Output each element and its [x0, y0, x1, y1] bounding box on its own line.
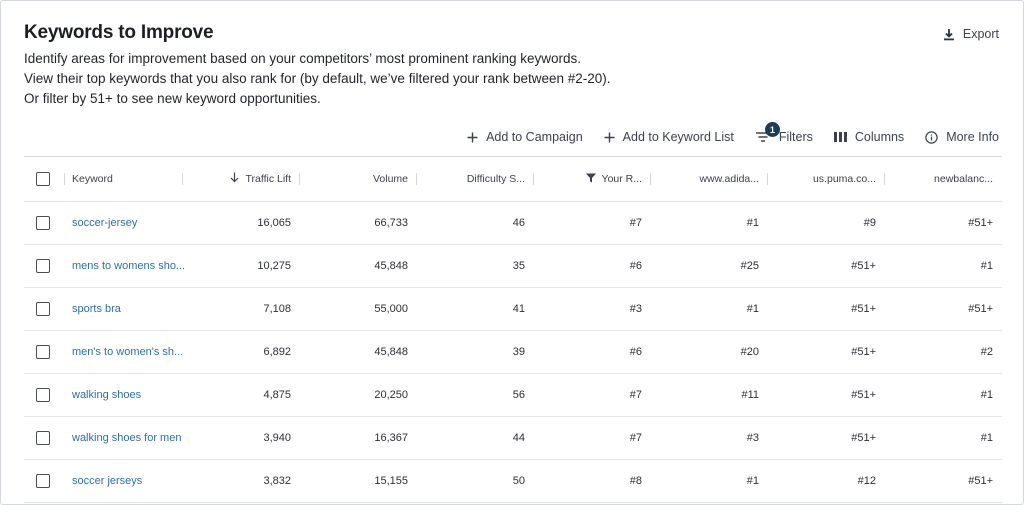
column-separator — [182, 173, 183, 185]
row-checkbox[interactable] — [36, 474, 50, 488]
cell-puma: #51+ — [851, 389, 876, 401]
keyword-link[interactable]: sports bra — [72, 303, 121, 315]
columns-icon — [834, 132, 847, 142]
cell-your-rank: #7 — [629, 389, 642, 401]
cell-puma: #51+ — [851, 346, 876, 358]
cell-volume: 16,367 — [374, 432, 408, 444]
cell-newbalance: #2 — [980, 346, 993, 358]
keyword-link[interactable]: soccer jerseys — [72, 475, 143, 487]
cell-difficulty: 44 — [512, 432, 525, 444]
cell-your-rank: #3 — [629, 303, 642, 315]
more-info-button[interactable] — [925, 130, 999, 144]
keywords-table — [24, 156, 1002, 503]
cell-difficulty: 56 — [512, 389, 525, 401]
column-separator — [650, 173, 651, 185]
cell-keyword — [72, 374, 182, 416]
cell-adidas: #3 — [746, 432, 759, 444]
add-to-keyword-list-label: Add to Keyword List — [622, 130, 734, 144]
cell-your-rank: #7 — [629, 432, 642, 444]
cell-newbalance: #51+ — [968, 217, 993, 229]
cell-traffic-lift: 10,275 — [257, 260, 291, 272]
cell-puma: #9 — [863, 217, 876, 229]
cell-keyword — [72, 245, 186, 287]
cell-traffic-lift: 7,108 — [263, 303, 291, 315]
header-adidas[interactable]: www.adida... — [699, 173, 759, 185]
info-icon — [925, 131, 938, 144]
cell-adidas: #1 — [746, 475, 759, 487]
add-to-keyword-list-button[interactable] — [604, 130, 734, 144]
table-row — [24, 331, 1002, 374]
table-row — [24, 417, 1002, 460]
cell-adidas: #20 — [740, 346, 759, 358]
header-difficulty[interactable]: Difficulty S... — [466, 173, 525, 185]
cell-adidas: #1 — [746, 303, 759, 315]
cell-traffic-lift: 6,892 — [263, 346, 291, 358]
cell-newbalance: #51+ — [968, 303, 993, 315]
filters-count-badge: 1 — [765, 122, 780, 137]
cell-your-rank: #6 — [629, 346, 642, 358]
cell-difficulty: 39 — [512, 346, 525, 358]
cell-keyword — [72, 417, 182, 459]
cell-adidas: #25 — [740, 260, 759, 272]
column-separator — [533, 173, 534, 185]
cell-volume: 55,000 — [374, 303, 408, 315]
cell-traffic-lift: 4,875 — [263, 389, 291, 401]
cell-volume: 45,848 — [374, 346, 408, 358]
header-volume[interactable]: Volume — [372, 173, 408, 185]
header-puma[interactable]: us.puma.co... — [812, 173, 876, 185]
select-all-checkbox[interactable] — [36, 172, 50, 186]
cell-volume: 45,848 — [374, 260, 408, 272]
more-info-label: More Info — [946, 130, 999, 144]
filters-label: Filters — [778, 130, 813, 144]
cell-your-rank: #7 — [629, 217, 642, 229]
cell-volume: 20,250 — [374, 389, 408, 401]
export-button[interactable] — [943, 27, 999, 41]
cell-puma: #12 — [857, 475, 876, 487]
row-checkbox[interactable] — [36, 431, 50, 445]
keyword-link[interactable]: walking shoes — [72, 389, 142, 401]
cell-keyword — [72, 460, 182, 502]
row-checkbox[interactable] — [36, 259, 50, 273]
export-label: Export — [962, 27, 999, 41]
description-line-3: Or filter by 51+ to see new keyword opportunities. — [24, 91, 321, 106]
column-separator — [884, 173, 885, 185]
cell-volume: 66,733 — [374, 217, 408, 229]
row-checkbox[interactable] — [36, 216, 50, 230]
cell-keyword — [72, 202, 182, 244]
table-header-row — [24, 157, 1002, 202]
column-separator — [299, 173, 300, 185]
cell-newbalance: #1 — [980, 432, 993, 444]
header-your-rank[interactable]: Your R... — [541, 157, 642, 201]
table-toolbar — [467, 124, 999, 144]
description-line-2: View their top keywords that you also rank for (by default, we’ve filtered your rank between #2-20). — [24, 71, 611, 86]
header-traffic-lift[interactable]: Traffic Lift — [190, 157, 291, 201]
cell-your-rank: #8 — [629, 475, 642, 487]
column-separator — [416, 173, 417, 185]
row-checkbox[interactable] — [36, 345, 50, 359]
table-row — [24, 374, 1002, 417]
table-row — [24, 202, 1002, 245]
cell-newbalance: #1 — [980, 389, 993, 401]
column-separator — [64, 173, 65, 185]
table-row — [24, 460, 1002, 503]
header-keyword[interactable]: Keyword — [72, 173, 113, 185]
cell-your-rank: #6 — [629, 260, 642, 272]
cell-adidas: #11 — [741, 389, 759, 401]
cell-traffic-lift: 3,832 — [263, 475, 291, 487]
cell-newbalance: #51+ — [968, 475, 993, 487]
cell-puma: #51+ — [851, 260, 876, 272]
row-checkbox[interactable] — [36, 302, 50, 316]
keyword-link[interactable]: men's to women's sh... — [72, 346, 184, 358]
cell-puma: #51+ — [851, 432, 876, 444]
add-to-campaign-label: Add to Campaign — [486, 130, 583, 144]
cell-difficulty: 35 — [512, 260, 525, 272]
table-row — [24, 288, 1002, 331]
keyword-link[interactable]: walking shoes for men — [72, 432, 182, 444]
plus-icon — [604, 132, 615, 143]
cell-difficulty: 46 — [512, 217, 525, 229]
cell-traffic-lift: 3,940 — [263, 432, 291, 444]
columns-button[interactable] — [834, 130, 904, 144]
filter-funnel-icon — [586, 173, 596, 186]
filters-button[interactable] — [755, 124, 813, 144]
header-newbalance[interactable]: newbalanc... — [934, 173, 993, 185]
cell-newbalance: #1 — [980, 260, 993, 272]
description-line-1: Identify areas for improvement based on your competitors’ most prominent ranking keywords. — [24, 51, 582, 66]
cell-keyword — [72, 331, 182, 373]
add-to-campaign-button[interactable] — [467, 130, 583, 144]
cell-volume: 15,155 — [374, 475, 408, 487]
keyword-link[interactable]: mens to womens sho... — [72, 260, 186, 272]
cell-adidas: #1 — [746, 217, 759, 229]
download-icon — [943, 28, 955, 41]
table-row — [24, 245, 1002, 288]
panel-title: Keywords to Improve — [24, 22, 214, 43]
sort-descending-icon — [230, 172, 239, 186]
plus-icon — [467, 132, 478, 143]
column-separator — [767, 173, 768, 185]
cell-keyword — [72, 288, 182, 330]
cell-difficulty: 50 — [512, 475, 525, 487]
cell-difficulty: 41 — [512, 303, 525, 315]
row-checkbox[interactable] — [36, 388, 50, 402]
columns-label: Columns — [854, 130, 905, 144]
cell-puma: #51+ — [851, 303, 876, 315]
keyword-link[interactable]: soccer-jersey — [72, 217, 138, 229]
cell-traffic-lift: 16,065 — [257, 217, 291, 229]
